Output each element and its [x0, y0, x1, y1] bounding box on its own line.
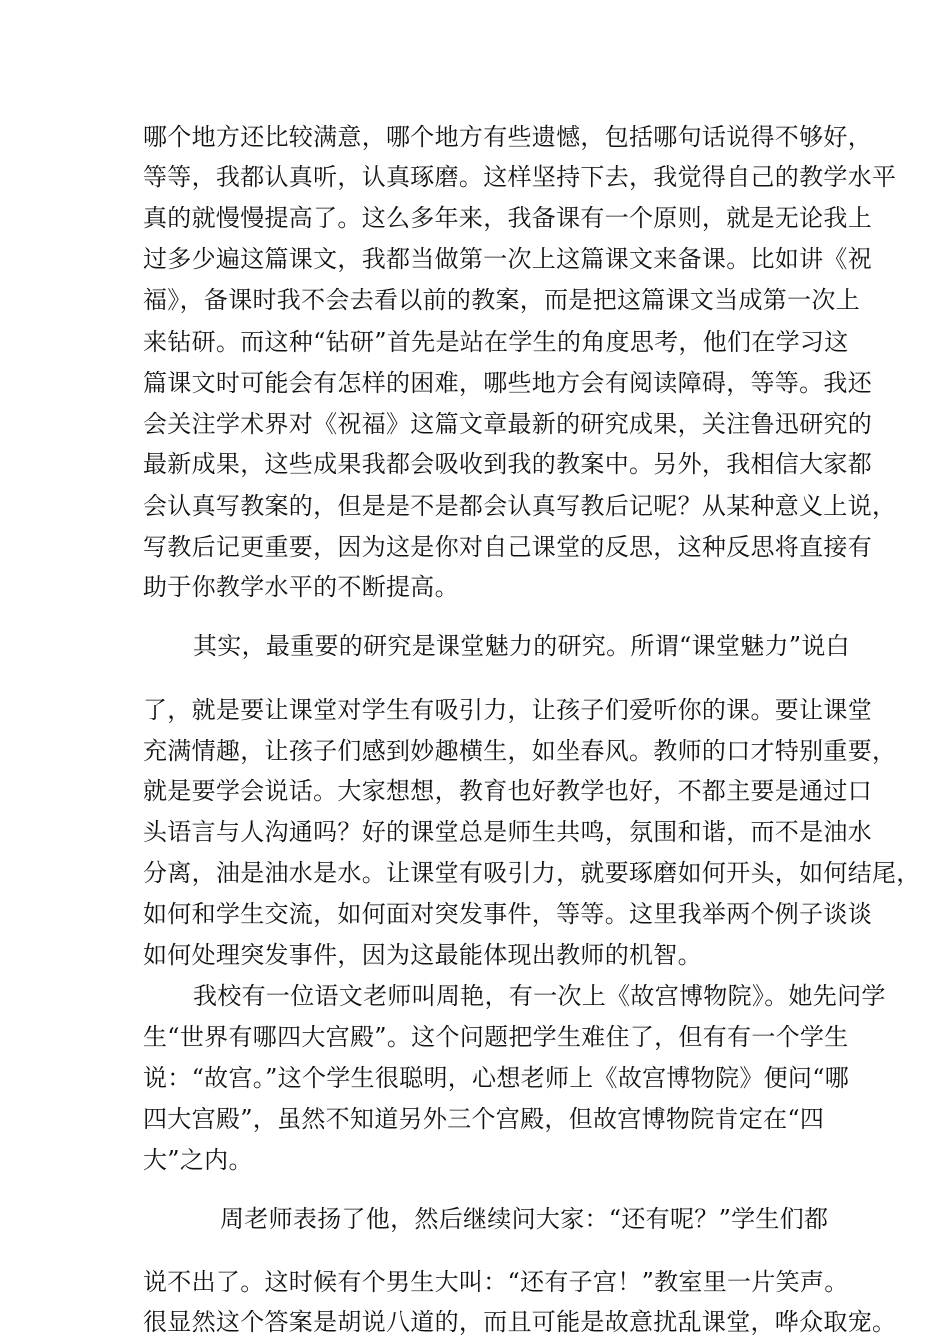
- text-line: 来钻研。而这种“钻研”首先是站在学生的角度思考，他们在学习这: [143, 328, 849, 356]
- text-line: 过多少遍这篇课文，我都当做第一次上这篇课文来备课。比如讲《祝: [143, 245, 872, 273]
- text-line: 分离，油是油水是水。让课堂有吸引力，就要琢磨如何开头，如何结尾，: [143, 859, 921, 887]
- text-line: 真的就慢慢提高了。这么多年来，我备课有一个原则，就是无论我上: [143, 204, 872, 232]
- text-line: 大”之内。: [143, 1146, 253, 1174]
- text-line: 福》，备课时我不会去看以前的教案，而是把这篇课文当成第一次上: [143, 286, 860, 314]
- text-line: 我校有一位语文老师叫周艳，有一次上《故宫博物院》。她先问学: [193, 982, 886, 1010]
- text-line: 说：“故宫。”这个学生很聪明，心想老师上《故宫博物院》便问“哪: [143, 1064, 850, 1092]
- text-line: 周老师表扬了他，然后继续问大家：“还有呢？”学生们都: [220, 1205, 829, 1233]
- text-line: 生“世界有哪四大宫殿”。这个问题把学生难住了，但有有一个学生: [143, 1023, 849, 1051]
- text-line: 其实，最重要的研究是课堂魅力的研究。所谓“课堂魅力”说白: [193, 632, 850, 660]
- text-line: 会关注学术界对《祝福》这篇文章最新的研究成果，关注鲁迅研究的: [143, 410, 872, 438]
- text-line: 如何和学生交流，如何面对突发事件，等等。这里我举两个例子谈谈: [143, 900, 872, 928]
- text-line: 助于你教学水平的不断提高。: [143, 573, 459, 601]
- text-line: 篇课文时可能会有怎样的困难，哪些地方会有阅读障碍，等等。我还: [143, 369, 872, 397]
- text-line: 写教后记更重要，因为这是你对自己课堂的反思，这种反思将直接有: [143, 533, 872, 561]
- text-line: 哪个地方还比较满意，哪个地方有些遗憾，包括哪句话说得不够好，: [143, 123, 872, 151]
- text-line: 最新成果，这些成果我都会吸收到我的教案中。另外，我相信大家都: [143, 450, 872, 478]
- text-line: 充满情趣，让孩子们感到妙趣横生，如坐春风。教师的口才特别重要，: [143, 737, 897, 765]
- text-line: 会认真写教案的，但是是不是都会认真写教后记呢？从某种意义上说，: [143, 492, 897, 520]
- text-line: 头语言与人沟通吗？好的课堂总是师生共鸣，氛围和谐，而不是油水: [143, 818, 872, 846]
- text-line: 四大宫殿”，虽然不知道另外三个宫殿，但故宫博物院肯定在“四: [143, 1105, 825, 1133]
- text-line: 等等，我都认真听，认真琢磨。这样坚持下去，我觉得自己的教学水平: [143, 163, 897, 191]
- text-line: 了，就是要让课堂对学生有吸引力，让孩子们爱听你的课。要让课堂: [143, 696, 872, 724]
- text-line: 说不出了。这时候有个男生大叫：“还有子宫！”教室里一片笑声。: [143, 1268, 849, 1296]
- text-line: 如何处理突发事件，因为这最能体现出教师的机智。: [143, 941, 702, 969]
- text-line: 就是要学会说话。大家想想，教育也好教学也好，不都主要是通过口: [143, 777, 872, 805]
- text-line: 很显然这个答案是胡说八道的，而且可能是故意扰乱课堂，哗众取宠。: [143, 1308, 897, 1336]
